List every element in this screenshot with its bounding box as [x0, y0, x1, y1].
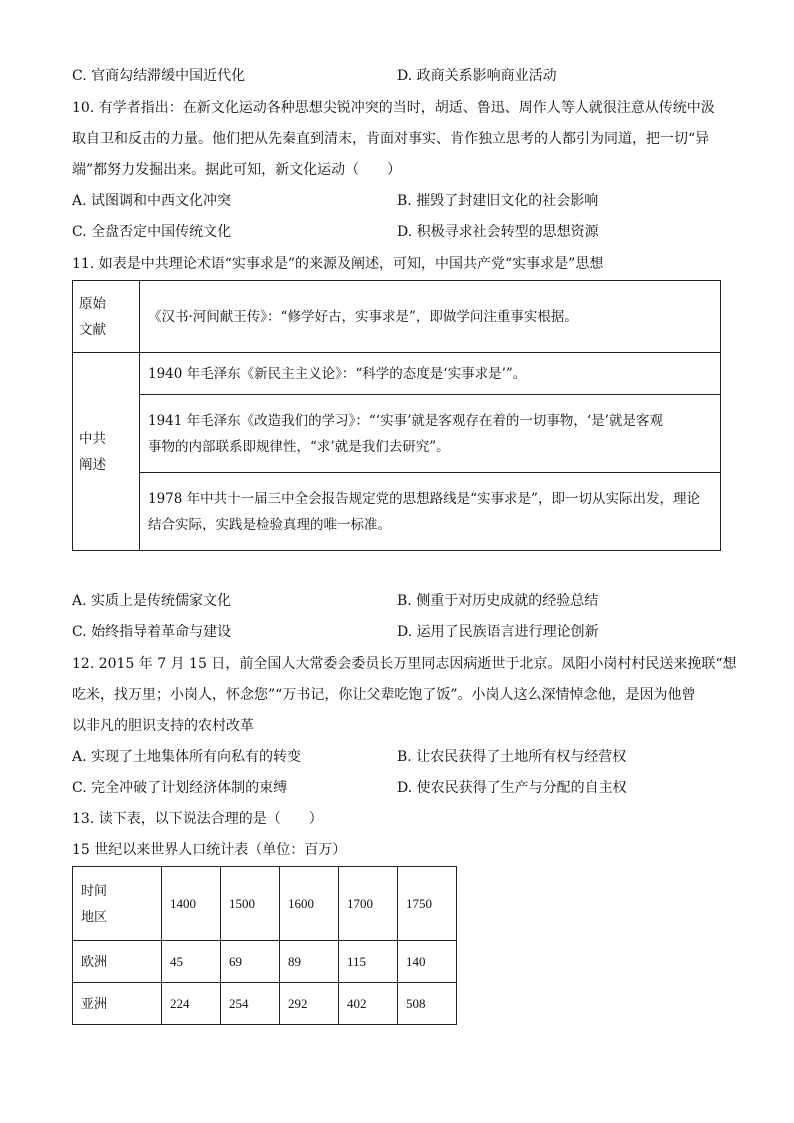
q11-item-1978-line1: 1978 年中共十一届三中全会报告规定党的思想路线是“实事求是”，即一切从实际出发，理论	[148, 490, 700, 507]
q13-value-cell: 402	[339, 983, 398, 1025]
q13-value-cell: 224	[162, 983, 221, 1025]
q13-year-cell: 1750	[398, 867, 457, 941]
q11-option-b: B. 侧重于对历史成就的经验总结	[397, 593, 599, 609]
q11-table	[72, 280, 721, 551]
q13-value-cell: 508	[398, 983, 457, 1025]
q9-option-c: C. 官商勾结滞缓中国近代化	[72, 68, 246, 84]
q11-option-c: C. 始终指导着革命与建设	[72, 624, 232, 640]
q12-option-c: C. 完全冲破了计划经济体制的束缚	[72, 780, 288, 796]
q13-year-cell: 1400	[162, 867, 221, 941]
q11-item-1941-line1: 1941 年毛泽东《改造我们的学习》：“‘实事’就是客观存在着的一切事物，‘是’就是客观	[148, 412, 663, 429]
q11-row1-text: 《汉书·河间献王传》：“修学好古，实事求是”，即做学问注重事实根据。	[140, 281, 721, 353]
q13-value-cell: 254	[221, 983, 280, 1025]
q11-stem: 11. 如表是中共理论术语“实事求是”的来源及阐述，可知，中国共产党“实事求是”思想	[72, 256, 604, 272]
q13-value-cell: 45	[162, 941, 221, 983]
q10-stem-line-1: 10. 有学者指出：在新文化运动各种思想尖锐冲突的当时，胡适、鲁迅、周作人等人就很注意从传统中汲	[72, 100, 715, 116]
q10-stem-line-3: 端”都努力发掘出来。据此可知，新文化运动（ ）	[72, 162, 402, 178]
q10-option-b: B. 摧毁了封建旧文化的社会影响	[397, 193, 599, 209]
q11-item-1978	[140, 473, 721, 551]
q10-option-c: C. 全盘否定中国传统文化	[72, 224, 232, 240]
q12-option-a: A. 实现了土地集体所有向私有的转变	[72, 749, 302, 765]
q10-option-a: A. 试图调和中西文化冲突	[72, 193, 232, 209]
q13-year-cell: 1700	[339, 867, 398, 941]
q13-year-cell: 1500	[221, 867, 280, 941]
q11-row1-head-line2: 文献	[79, 321, 106, 338]
q13-value-cell: 69	[221, 941, 280, 983]
q13-table-caption: 15 世纪以来世界人口统计表（单位：百万）	[72, 842, 347, 858]
q13-value-cell: 292	[280, 983, 339, 1025]
q12-option-b: B. 让农民获得了土地所有权与经营权	[397, 749, 627, 765]
q13-header-corner	[73, 867, 162, 941]
q11-option-d: D. 运用了民族语言进行理论创新	[397, 624, 599, 640]
q11-row2-head-line2: 阐述	[79, 456, 106, 473]
q13-stem: 13. 读下表，以下说法合理的是（ ）	[72, 811, 323, 827]
q13-header-time: 时间	[81, 882, 108, 898]
q11-item-1941-line2: 事物的内部联系即规律性，“求’就是我们去研究”。	[148, 438, 450, 455]
q13-value-cell: 140	[398, 941, 457, 983]
q13-header-region: 地区	[81, 908, 108, 924]
q12-stem-line-2: 吃米，找万里；小岗人，怀念您”“万书记，你让父辈吃饱了饭”。小岗人这么深情悼念他，是因为他曾	[72, 687, 696, 703]
q11-row2-head-line1: 中共	[79, 430, 106, 447]
q13-region-cell: 亚洲	[73, 983, 162, 1025]
q9-option-d: D. 政商关系影响商业活动	[397, 68, 557, 84]
q11-item-1978-line2: 结合实际，实践是检验真理的唯一标准。	[148, 516, 391, 533]
q13-value-cell: 115	[339, 941, 398, 983]
q12-option-d: D. 使农民获得了生产与分配的自主权	[397, 780, 627, 796]
q13-region-cell: 欧洲	[73, 941, 162, 983]
q13-year-cell: 1600	[280, 867, 339, 941]
q11-row1-head	[73, 281, 140, 353]
q12-stem-line-1: 12. 2015 年 7 月 15 日，前全国人大常委会委员长万里同志因病逝世于北京。凤阳小岗村村民送来挽联“想	[72, 656, 737, 672]
q10-stem-line-2: 取自卫和反击的力量。他们把从先秦直到清末，肯面对事实、肯作独立思考的人都引为同道，把一切“异	[72, 131, 710, 147]
q12-stem-line-3: 以非凡的胆识支持的农村改革	[72, 718, 254, 734]
q13-population-table	[72, 866, 457, 1025]
q11-item-1941	[140, 395, 721, 473]
q11-row1-head-line1: 原始	[79, 295, 106, 312]
q11-option-a: A. 实质上是传统儒家文化	[72, 593, 232, 609]
q11-row2-head	[73, 353, 140, 551]
q13-value-cell: 89	[280, 941, 339, 983]
q10-option-d: D. 积极寻求社会转型的思想资源	[397, 224, 599, 240]
q11-item-1940: 1940 年毛泽东《新民主主义论》：“科学的态度是‘实事求是’”。	[140, 353, 721, 395]
